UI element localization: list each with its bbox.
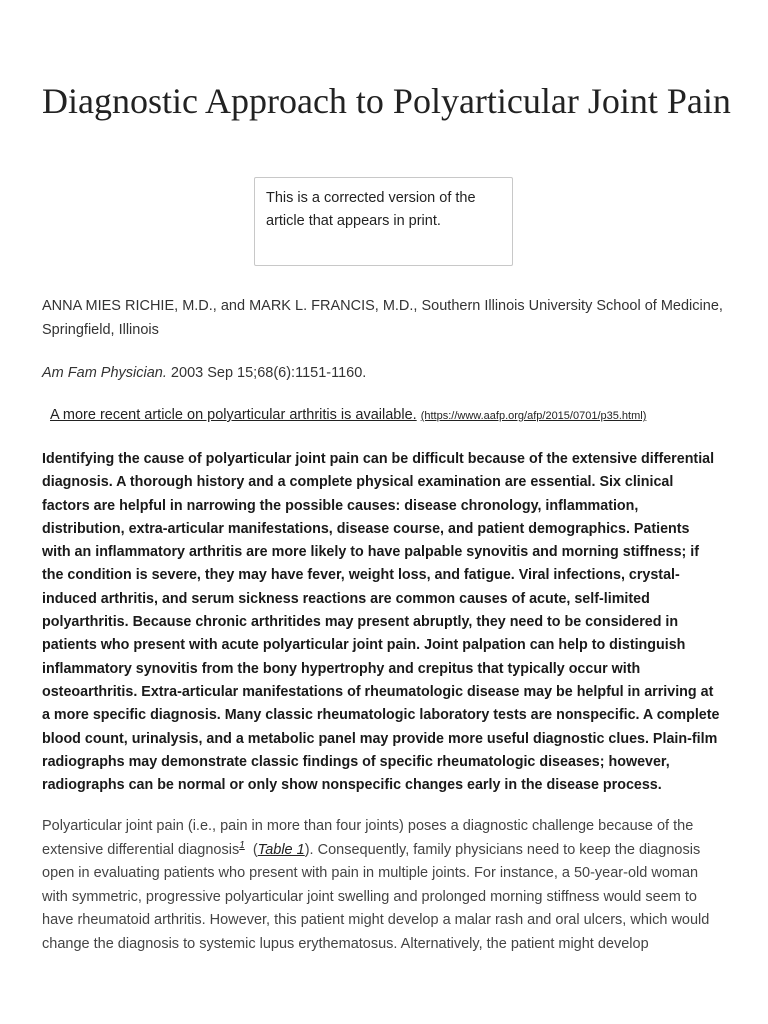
recent-article-link[interactable]: A more recent article on polyarticular arthritis is available.: [50, 407, 417, 423]
article-authors: ANNA MIES RICHIE, M.D., and MARK L. FRANCIS, M.D., Southern Illinois University School of Medicine, Springfield, Illinois: [42, 298, 723, 338]
body-text-part2: ). Consequently, family physicians need to keep the diagnosis open in evaluating patients who present with pain in multiple joints. For instance, a 50-year-old woman with symmetric, progressive polyarticular joint swelling and prolonged morning stiffness would seem to have rheumatoid arthritis. However, this patient might develop a malar rash and oral ulcers, which would change the diagnosis to systemic lupus erythematosus. Alternatively, the patient might develop: [42, 841, 710, 952]
table-link[interactable]: Table 1: [257, 841, 305, 858]
reference-link[interactable]: 1: [239, 839, 245, 851]
citation-details: 2003 Sep 15;68(6):1151-1160.: [166, 365, 367, 381]
recent-article-notice: [50, 405, 740, 426]
correction-notice: This is a corrected version of the article that appears in print.: [254, 177, 513, 266]
article-title: Diagnostic Approach to Polyarticular Joint Pain: [42, 81, 731, 121]
body-text-part1: Polyarticular joint pain (i.e., pain in more than four joints) poses a diagnostic challenge because of the extensive differential diagnosis: [42, 818, 694, 858]
article-citation: [42, 362, 732, 384]
article-abstract: Identifying the cause of polyarticular joint pain can be difficult because of the extensive differential diagnosis. A thorough history and a complete physical examination are essential. Six clinical factors are helpful in narrowing the possible causes: disease chronology, inflammation, distribution, extra-articular manifestations, disease course, and patient demographics. Patients with an inflammatory arthritis are more likely to have palpable synovitis and morning stiffness; if the condition is severe, they may have fever, weight loss, and fatigue. Viral infections, crystal-induced arthritis, and serum sickness reactions are common causes of acute, self-limited polyarthritis. Because chronic arthritides may present abruptly, they need to be considered in patients who present with acute polyarticular joint pain. Joint palpation can help to distinguish inflammatory synovitis from the bony hypertrophy and crepitus that typically occur with osteoarthritis. Extra-articular manifestations of rheumatologic disease may be helpful in arriving at a more specific diagnosis. Many classic rheumatologic laboratory tests are nonspecific. A complete blood count, urinalysis, and a metabolic panel may provide more useful diagnostic clues. Plain-film radiographs may demonstrate classic findings of specific rheumatologic diseases; however, radiographs can be normal or only show nonspecific changes early in the disease process.: [42, 451, 720, 794]
article-body-paragraph: Polyarticular joint pain (i.e., pain in more than four joints) poses a diagnostic challenge because of the extensive differential diagnosis$^1$ (Table 1). Consequently, family physicians need to keep the diagnosis open in evaluating patients who present with pain in multiple joints. For instance, a 50-year-old woman with symmetric, progressive polyarticular joint swelling and prolonged morning stiffness would seem to have rheumatoid arthritis. However, this patient might develop a malar rash and oral ulcers, which would change the diagnosis to systemic lupus erythematosus. Alternatively, the patient might develop: [42, 818, 710, 952]
recent-article-url[interactable]: (https://www.aafp.org/afp/2015/0701/p35.html): [420, 410, 647, 422]
citation-journal: Am Fam Physician.: [42, 365, 167, 381]
